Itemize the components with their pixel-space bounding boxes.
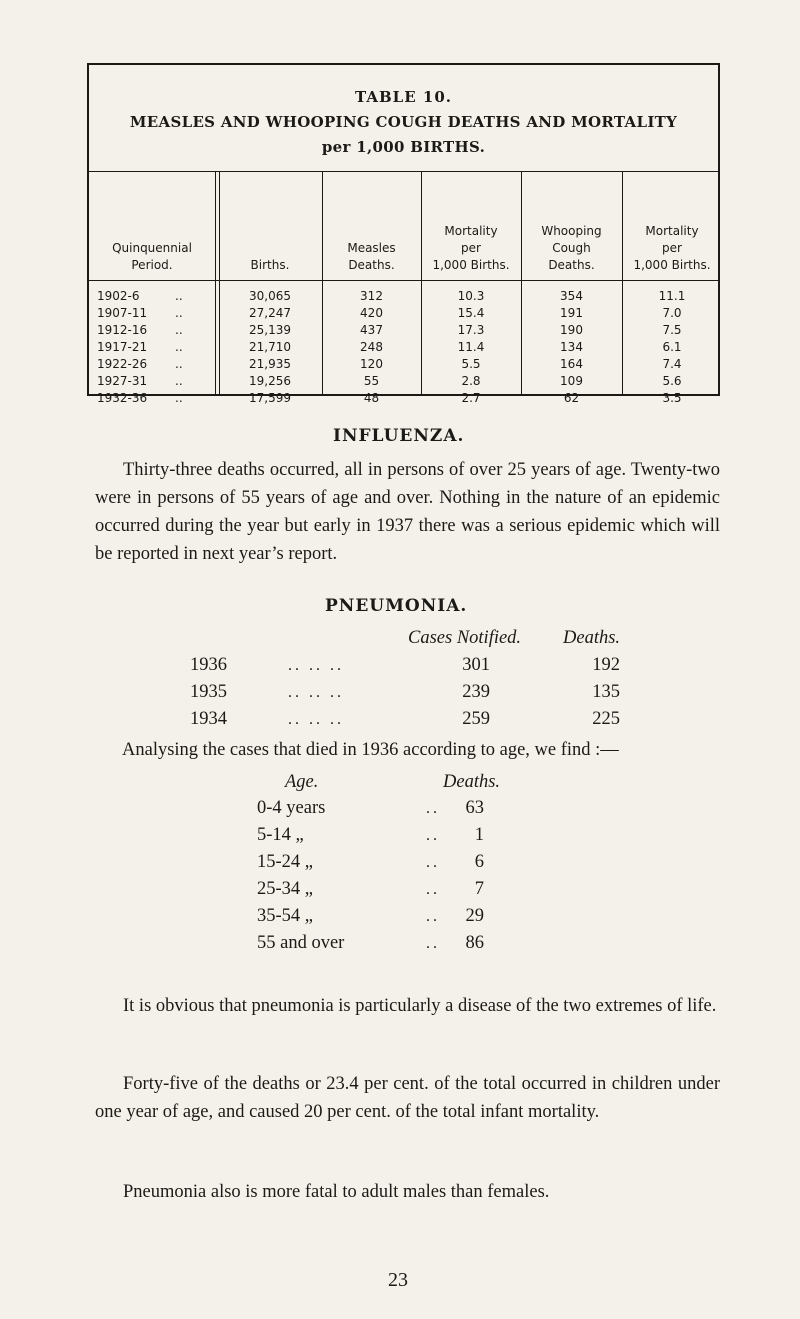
header-whooping-cough-deaths: Whooping Cough Deaths. — [541, 224, 602, 272]
pneumonia-paragraph-3: Pneumonia also is more fatal to adult males than females. — [123, 1182, 550, 1202]
analysis-intro: Analysing the cases that died in 1936 according to age, we find :— — [122, 740, 619, 760]
table-row: 1917-21 .. 21,710 248 11.4 134 6.1 — [97, 340, 682, 354]
header-period: Quinquennial Period. — [112, 241, 192, 272]
pneumonia-paragraph-1: It is obvious that pneumonia is particularly a disease of the two extremes of life. — [123, 996, 717, 1016]
cases-notified-header: Cases Notified. — [408, 628, 522, 648]
pneumonia-paragraph-2: Forty-five of the deaths or 23.4 per cent. of the total occurred in children under one year of age, and caused 20 per cent. of the total infant mortality. — [95, 1074, 720, 1122]
table-subtitle: MEASLES AND WHOOPING COUGH DEATHS AND MORTALITY — [129, 113, 678, 131]
header-measles-deaths: Measles Deaths. — [347, 241, 396, 272]
table-grid — [89, 172, 718, 405]
page-number: 23 — [388, 1269, 408, 1291]
influenza-heading: INFLUENZA. — [333, 426, 465, 446]
table-title: TABLE 10. — [355, 88, 452, 106]
table-row: 1932-36 .. 17,599 48 2.7 62 3.5 — [97, 391, 682, 405]
header-rule — [89, 280, 718, 281]
influenza-paragraph: Thirty-three deaths occurred, all in persons of over 25 years of age. Twenty-two were in persons of 55 years of age and over. Nothing in the nature of an epidemic occurred during the year but early in 1937 there was a serious epidemic which will be reported in next year’s report. — [95, 460, 720, 564]
header-whooping-cough-mortality: Mortality per 1,000 Births. — [633, 224, 711, 272]
table-subtitle-2: per 1,000 BIRTHS. — [321, 138, 486, 156]
pneumonia-heading: PNEUMONIA. — [325, 596, 468, 616]
age-header: Age. — [285, 772, 319, 792]
age-deaths-header: Deaths. — [443, 772, 501, 792]
header-measles-mortality: Mortality per 1,000 Births. — [432, 224, 510, 272]
header-births: Births. — [250, 258, 290, 272]
document-page: TABLE 10. MEASLES AND WHOOPING COUGH DEATHS AND MORTALITY per 1,000 BIRTHS. Quinquennial Period. Births. Measles Deaths. Mortality per 1,000 Births. Whooping Cough Deaths. Mortality per 1,000 Births. 1902-6 .. 30,065 312 10.3 354 11.1 1907-11 .. 27,247 420 15.4 191 7.0 1912-16 .. 25,139 437 17.3 190 7.5 1917-21 .. 21,710 248 11.4 134 6.1 1922-26 .. 21,935 120 5.5 164 7.4 1927-31 .. 19,256 55 2.8 109 5.6 1932-36 .. 17,599 48 2.7 62 3.5 INFLUENZA. Thirty-three deaths occurred, all in persons of over 25 years of age. Twenty-two were in persons of 55 years of age and over. Nothing in the nature of an epidemic occurred during the year but early in 1937 there was a serious epidemic which will be reported in next year’s report. PNEUMONIA. Cases Notified. Deaths. 1936 .. .. .. 301 192 1935 .. .. .. 239 135 1934 .. .. .. 259 225 Analysing the cases that died in 1936 according to age, we find :— Age. Deaths. 0-4 years .. 63 5-14 „ .. 1 15-24 „ .. 6 25-34 „ .. 7 35-54 „ .. 29 55 and over .. 86 It is obvious that pneumonia is particularly a disease of the two extremes of life. Forty-five of the deaths or 23.4 per cent. of the total occurred in children under one year of age, and caused 20 per cent. of the total infant mortality. Pneumonia also is more fatal to adult males than females. 23 — [0, 0, 800, 1319]
table-heading — [89, 65, 718, 172]
table-row: 1927-31 .. 19,256 55 2.8 109 5.6 — [97, 374, 682, 388]
table-row: 1907-11 .. 27,247 420 15.4 191 7.0 — [97, 306, 682, 320]
measles-whooping-cough-table — [87, 63, 720, 405]
deaths-header: Deaths. — [563, 628, 621, 648]
table-row: 1912-16 .. 25,139 437 17.3 190 7.5 — [97, 323, 682, 337]
table-row: 1922-26 .. 21,935 120 5.5 164 7.4 — [97, 357, 682, 371]
table-row: 1902-6 .. 30,065 312 10.3 354 11.1 — [97, 289, 686, 303]
